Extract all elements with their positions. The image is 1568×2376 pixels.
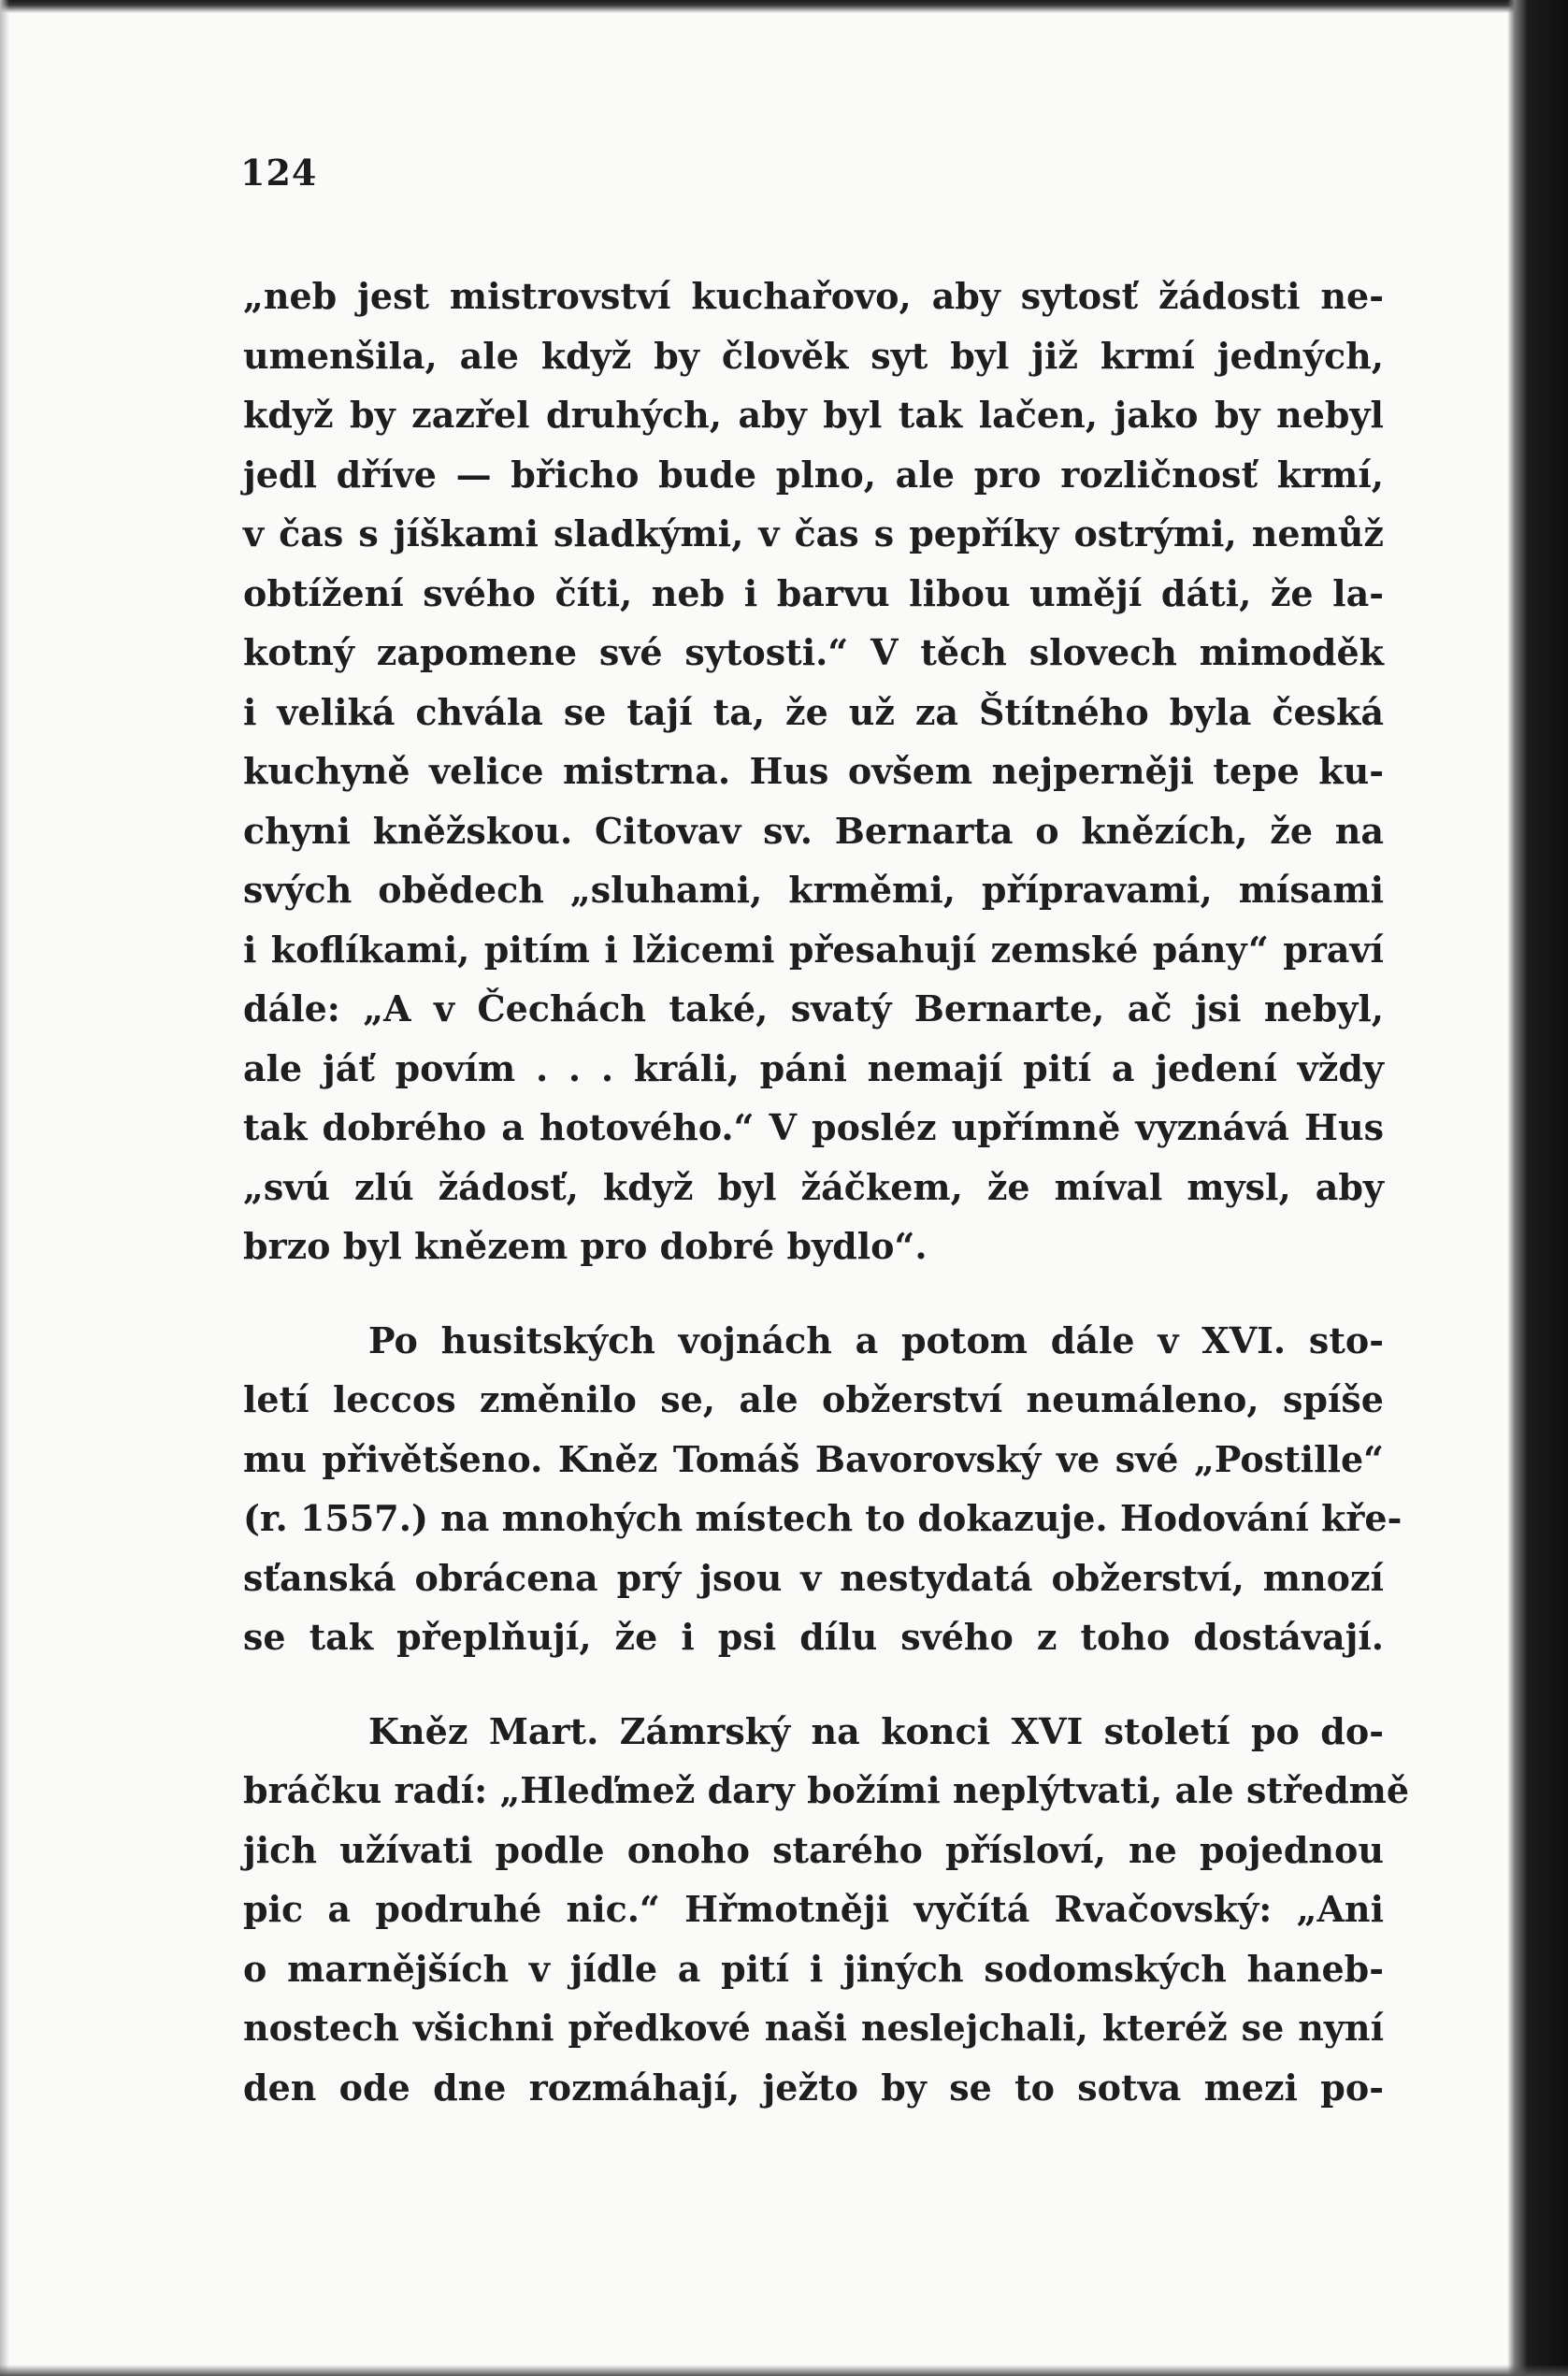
scan-edge-bottom xyxy=(0,2365,1568,2376)
text-line: i koflíkami, pitím i lžicemi přesahují zemské pány“ praví xyxy=(243,928,1384,971)
text-line: i veliká chvála se tají ta, že už za Štítného byla česká xyxy=(243,690,1384,733)
scan-edge-right xyxy=(1507,0,1568,2376)
text-line: kotný zapomene své sytosti.“ V těch slovech mimoděk xyxy=(243,631,1384,673)
text-line: chyni kněžskou. Citovav sv. Bernarta o knězích, že na xyxy=(243,809,1384,852)
text-line: v čas s jíškami sladkými, v čas s pepříky ostrými, nemůž xyxy=(243,512,1384,554)
text-line: svých obědech „sluhami, krměmi, přípravami, mísami xyxy=(243,869,1384,911)
text-line: (r. 1557.) na mnohých místech to dokazuje. Hodování kře- xyxy=(243,1497,1403,1539)
text-line: brzo byl knězem pro dobré bydlo“. xyxy=(243,1225,928,1267)
text-line: o marnějších v jídle a pití i jiných sodomských haneb- xyxy=(243,1947,1384,1990)
text-line: se tak přeplňují, že i psi dílu svého z toho dostávají. xyxy=(243,1616,1384,1658)
text-line: den ode dne rozmáhají, ježto by se to sotva mezi po- xyxy=(243,2066,1384,2109)
text-line: letí leccos změnilo se, ale obžerství neumáleno, spíše xyxy=(243,1378,1384,1420)
paragraph-3 xyxy=(243,1702,1410,2118)
text-line: jedl dříve — břicho bude plno, ale pro rozličnosť krmí, xyxy=(243,453,1384,496)
text-line: Po husitských vojnách a potom dále v XVI. sto- xyxy=(368,1318,1384,1361)
text-line: kuchyně velice mistrna. Hus ovšem nejperněji tepe ku- xyxy=(243,750,1384,792)
text-line: jich užívati podle onoho starého přísloví, ne pojednou xyxy=(243,1828,1384,1871)
text-line: Kněz Mart. Zámrský na konci XVI století po do- xyxy=(368,1709,1384,1752)
text-line: „svú zlú žádosť, když byl žáčkem, že míval mysl, aby xyxy=(243,1165,1384,1208)
scan-edge-top xyxy=(0,0,1568,13)
text-line: ale jáť povím . . . králi, páni nemají pití a jedení vždy xyxy=(243,1046,1384,1089)
text-line: obtížení svého číti, neb i barvu libou umějí dáti, že la- xyxy=(243,571,1384,614)
text-line: „neb jest mistrovství kuchařovo, aby sytosť žádosti ne- xyxy=(243,275,1384,317)
text-line: pic a podruhé nic.“ Hřmotněji vyčítá Rvačovský: „Ani xyxy=(243,1888,1384,1930)
text-line: dále: „A v Čechách také, svatý Bernarte, ač jsi nebyl, xyxy=(243,987,1384,1030)
text-line: když by zazřel druhých, aby byl tak lačen, jako by nebyl xyxy=(243,394,1384,436)
text-line: mu přivětšeno. Kněz Tomáš Bavorovský ve své „Postille“ xyxy=(243,1437,1384,1480)
text-line: umenšila, ale když by člověk syt byl již krmí jedných, xyxy=(243,334,1384,377)
paragraph-1 xyxy=(243,266,1384,1276)
text-line: sťanská obrácena prý jsou v nestydatá obžerství, mnozí xyxy=(243,1556,1384,1599)
text-line: tak dobrého a hotového.“ V posléz upřímně vyznává Hus xyxy=(243,1106,1384,1148)
text-line: bráčku radí: „Hleďmež dary božími neplýtvati, ale středmě xyxy=(243,1769,1410,1811)
body-text xyxy=(243,266,1410,2117)
paragraph-2 xyxy=(243,1311,1403,1667)
page-number: 124 xyxy=(240,151,318,194)
text-line: nostech všichni předkové naši neslejchali, kteréž se nyní xyxy=(243,2007,1384,2049)
scan-edge-left xyxy=(0,0,9,2376)
